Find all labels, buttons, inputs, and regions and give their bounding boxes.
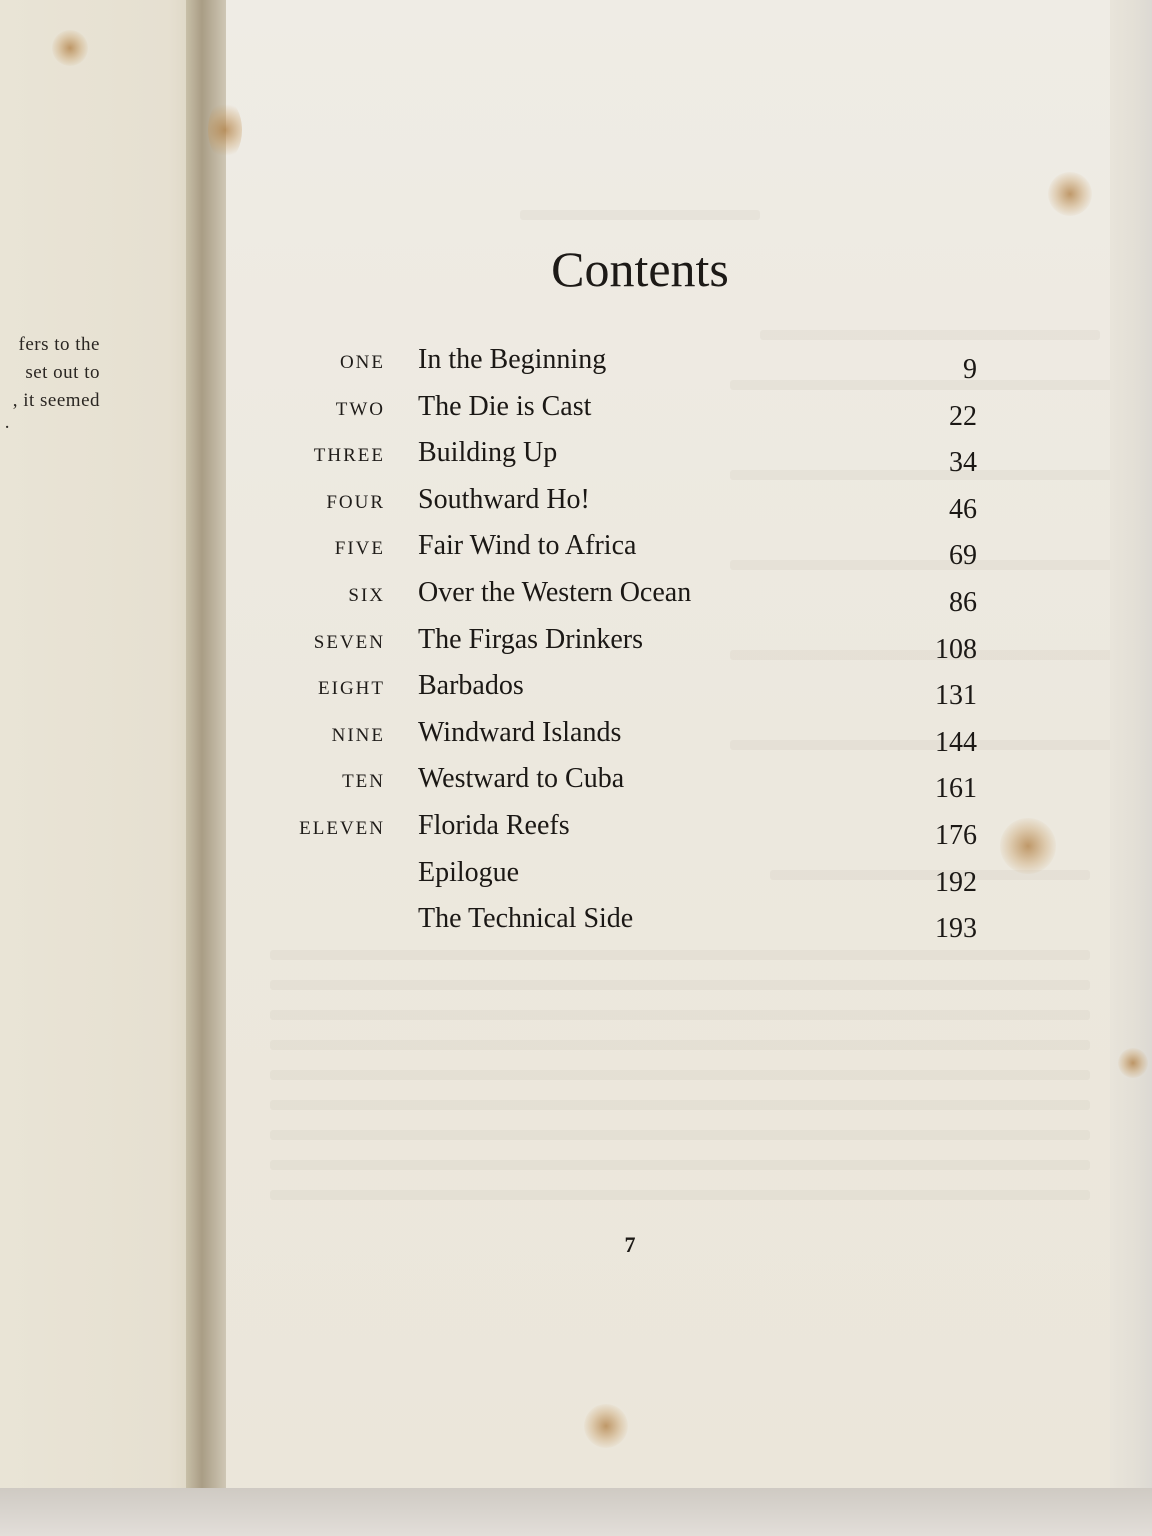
toc-entry [260, 759, 985, 806]
page-number: 161 [935, 773, 977, 805]
chapter-title: Barbados [418, 670, 524, 702]
chapter-number: ONE [339, 352, 385, 373]
page-title: Contents [551, 241, 729, 297]
show-through-text [520, 210, 760, 220]
chapter-number: SIX [348, 584, 385, 606]
show-through-text [760, 330, 1100, 340]
show-through-text [270, 1190, 1090, 1200]
chapter-number: ELEVEN [299, 817, 385, 839]
chapter-number: SEVEN [313, 631, 385, 653]
page-number: 86 [949, 586, 977, 618]
show-through-text [270, 1160, 1090, 1170]
show-through-text [270, 950, 1090, 960]
toc-entry [260, 480, 985, 527]
foxing-stain [52, 30, 88, 66]
left-page-text-line: , it seemed [12, 390, 100, 411]
left-page-text-line: . [4, 412, 10, 433]
page-number: 192 [935, 866, 977, 898]
chapter-number: FOUR [326, 491, 385, 513]
page-edge [1110, 0, 1152, 1536]
toc-entry [260, 433, 985, 480]
chapter-title: Westward to Cuba [418, 763, 625, 795]
show-through-text [270, 1100, 1090, 1110]
toc-entry [260, 573, 985, 620]
foxing-stain [1118, 1048, 1148, 1078]
chapter-title: The Technical Side [418, 903, 634, 935]
toc-entry [260, 806, 985, 853]
chapter-number: NINE [331, 724, 385, 746]
chapter-title: Fair Wind to Africa [418, 530, 637, 562]
chapter-title: Florida Reefs [418, 809, 570, 841]
toc-entry [260, 340, 985, 387]
show-through-text [270, 1010, 1090, 1020]
show-through-text [270, 1070, 1090, 1080]
chapter-title: Southward Ho! [418, 483, 590, 515]
show-through-text [270, 980, 1090, 990]
foxing-stain [1048, 172, 1092, 216]
chapter-title: The Die is Cast [418, 390, 592, 422]
toc-entry [260, 526, 985, 573]
folio-page-number: 7 [624, 1232, 636, 1257]
foxing-stain [584, 1404, 628, 1448]
page-number: 46 [949, 493, 977, 525]
left-page-text-line: fers to the [18, 334, 100, 355]
page-number: 144 [935, 726, 977, 758]
foxing-stain [208, 100, 242, 160]
toc-entry [260, 899, 985, 946]
show-through-text [270, 1040, 1090, 1050]
page-number: 131 [935, 680, 977, 712]
left-page [0, 0, 210, 1536]
show-through-text [270, 1130, 1090, 1140]
chapter-number: TEN [342, 771, 385, 793]
chapter-number: THREE [313, 445, 385, 467]
chapter-title: The Firgas Drinkers [418, 623, 643, 655]
chapter-title: In the Beginning [418, 344, 607, 375]
page-number: 108 [935, 633, 977, 665]
page-number: 69 [949, 540, 977, 572]
chapter-number: FIVE [334, 538, 385, 560]
table-surface [0, 1488, 1152, 1536]
page-number: 193 [935, 913, 977, 945]
chapter-number: EIGHT [318, 678, 385, 700]
page-number: 34 [949, 447, 977, 479]
chapter-number: TWO [335, 398, 385, 420]
foxing-stain [1000, 818, 1056, 874]
chapter-title: Epilogue [418, 856, 520, 888]
toc-entry [260, 853, 985, 900]
page-number: 176 [935, 819, 977, 851]
left-page-text-line: set out to [25, 362, 100, 383]
page-number: 9 [963, 354, 977, 385]
chapter-title: Windward Islands [418, 716, 622, 748]
chapter-title: Building Up [418, 437, 558, 469]
toc-entry [260, 387, 985, 434]
toc-entry [260, 620, 985, 667]
toc-entry [260, 666, 985, 713]
toc-entry [260, 713, 985, 760]
page-number: 22 [949, 400, 977, 432]
chapter-title: Over the Western Ocean [418, 576, 692, 608]
book-gutter [186, 0, 226, 1536]
table-of-contents [260, 340, 985, 946]
